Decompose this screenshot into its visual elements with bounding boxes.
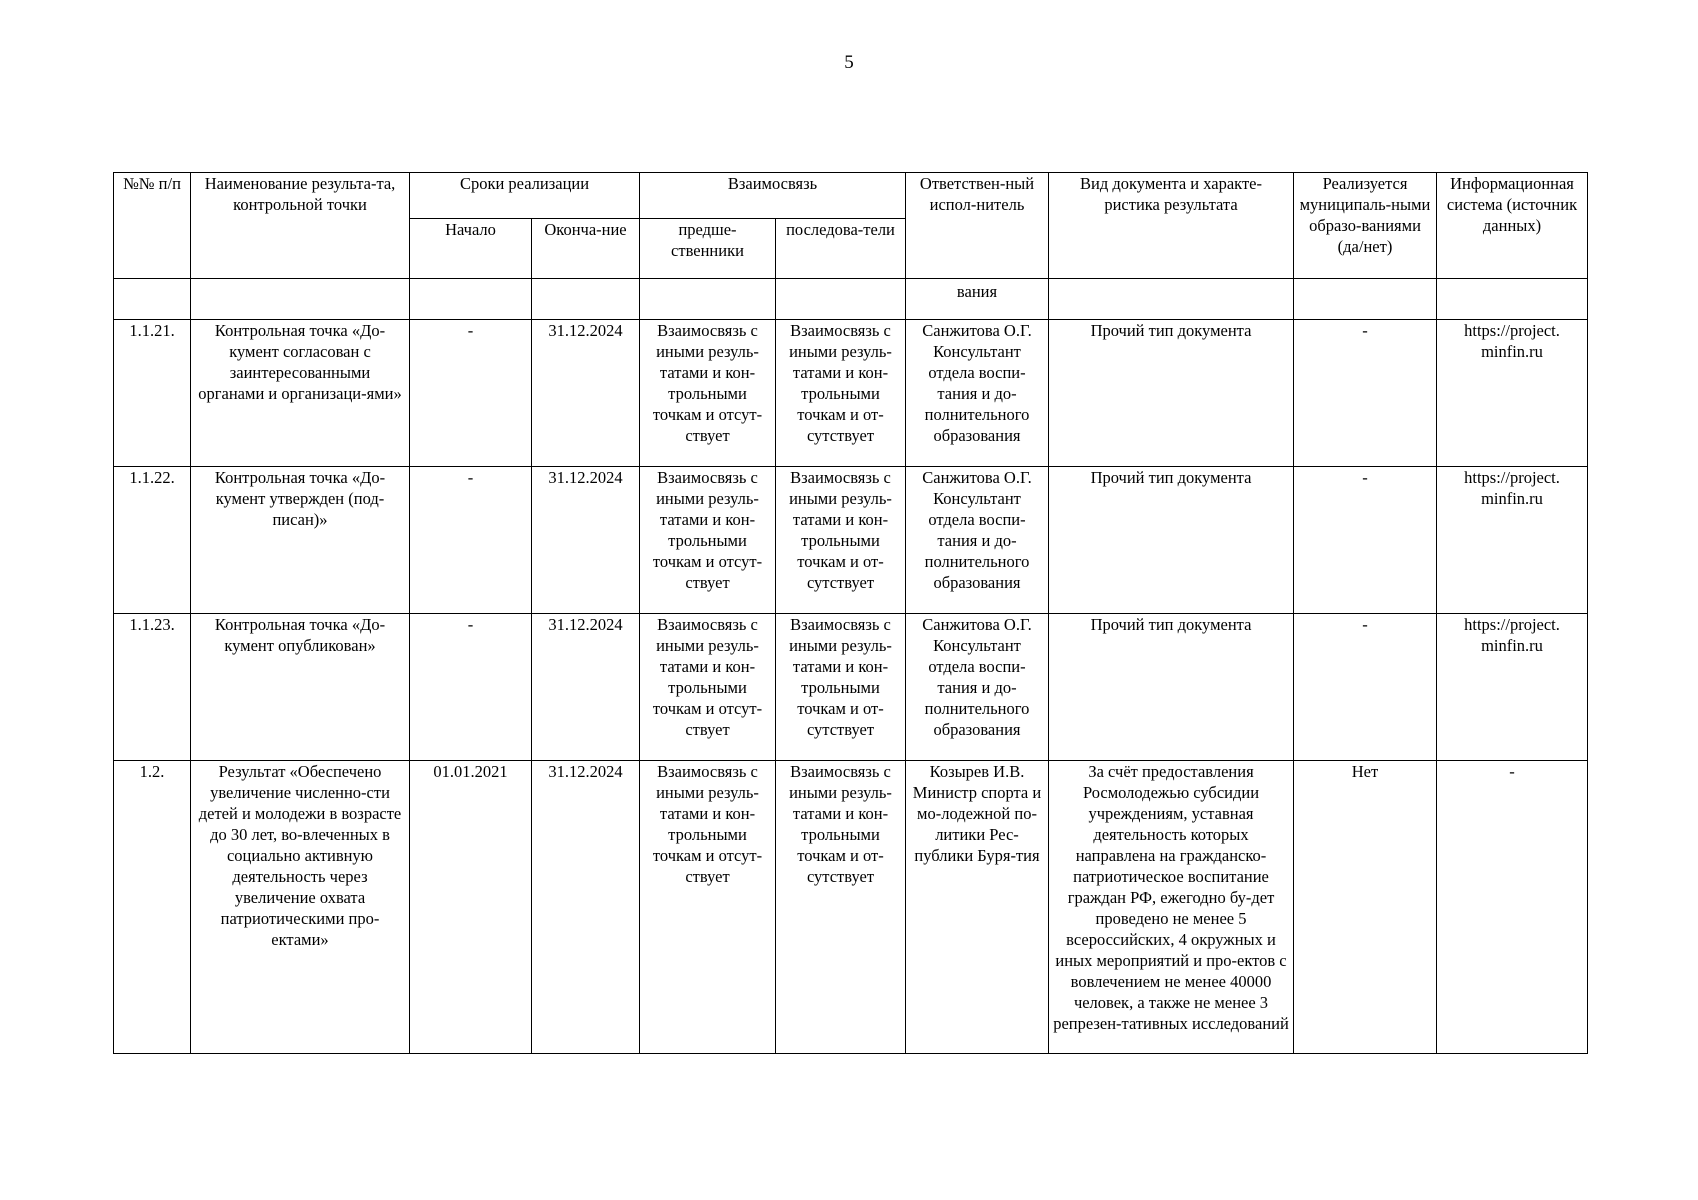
row-end: 31.12.2024 xyxy=(532,761,640,1054)
carry-over-row xyxy=(114,279,1588,320)
row-municipal: - xyxy=(1294,320,1437,467)
row-successors: Взаимосвязь с иными резуль-татами и кон-трольными точкам и от-сутствует xyxy=(776,320,906,467)
table-row xyxy=(114,614,1588,761)
row-responsible: Санжитова О.Г. Консультант отдела воспи-тания и до-полнительного образования xyxy=(906,467,1049,614)
header-responsible: Ответствен-ный испол-нитель xyxy=(906,173,1049,279)
row-document: За счёт предоставления Росмолодежью субсидии учреждениям, уставная деятельность которых направлена на гражданско-патриотическое воспитание граждан РФ, ежегодно бу-дет проведено не менее 5 всероссийских, 4 окружных и иных мероприятий и про-ектов с вовлечением не менее 40000 человек, а также не менее 3 репрезен-тативных исследований xyxy=(1049,761,1294,1054)
row-municipal: - xyxy=(1294,467,1437,614)
header-num: №№ п/п xyxy=(114,173,191,279)
row-num: 1.1.22. xyxy=(114,467,191,614)
row-name: Контрольная точка «До-кумент опубликован» xyxy=(191,614,410,761)
row-num: 1.1.23. xyxy=(114,614,191,761)
row-start: 01.01.2021 xyxy=(410,761,532,1054)
header-document: Вид документа и характе-ристика результата xyxy=(1049,173,1294,279)
row-end: 31.12.2024 xyxy=(532,467,640,614)
row-predecessors: Взаимосвязь с иными резуль-татами и кон-трольными точкам и отсут-ствует xyxy=(640,614,776,761)
row-start: - xyxy=(410,614,532,761)
row-municipal: Нет xyxy=(1294,761,1437,1054)
header-municipal: Реализуется муниципаль-ными образо-ваниями (да/нет) xyxy=(1294,173,1437,279)
row-successors: Взаимосвязь с иными резуль-татами и кон-трольными точкам и от-сутствует xyxy=(776,761,906,1054)
row-successors: Взаимосвязь с иными резуль-татами и кон-трольными точкам и от-сутствует xyxy=(776,614,906,761)
row-responsible: Санжитова О.Г. Консультант отдела воспи-тания и до-полнительного образования xyxy=(906,614,1049,761)
results-table xyxy=(113,172,1588,1054)
row-document: Прочий тип документа xyxy=(1049,320,1294,467)
row-predecessors: Взаимосвязь с иными резуль-татами и кон-трольными точкам и отсут-ствует xyxy=(640,320,776,467)
row-successors: Взаимосвязь с иными резуль-татами и кон-трольными точкам и от-сутствует xyxy=(776,467,906,614)
row-name: Результат «Обеспечено увеличение численно-сти детей и молодежи в возрасте до 30 лет, во-влеченных в социально активную деятельность через увеличение охвата патриотическими про-ектами» xyxy=(191,761,410,1054)
row-info-system: https://project. minfin.ru xyxy=(1437,467,1588,614)
row-name: Контрольная точка «До-кумент согласован с заинтересованными органами и организаци-ями» xyxy=(191,320,410,467)
row-predecessors: Взаимосвязь с иными резуль-татами и кон-трольными точкам и отсут-ствует xyxy=(640,761,776,1054)
row-num: 1.1.21. xyxy=(114,320,191,467)
row-municipal: - xyxy=(1294,614,1437,761)
row-end: 31.12.2024 xyxy=(532,320,640,467)
header-start: Начало xyxy=(410,219,532,279)
row-info-system: https://project. minfin.ru xyxy=(1437,320,1588,467)
table-row xyxy=(114,761,1588,1054)
header-successors: последова-тели xyxy=(776,219,906,279)
header-dates: Сроки реализации xyxy=(410,173,640,219)
row-info-system: https://project. minfin.ru xyxy=(1437,614,1588,761)
row-document: Прочий тип документа xyxy=(1049,467,1294,614)
header-info-system: Информационная система (источник данных) xyxy=(1437,173,1588,279)
row-start: - xyxy=(410,320,532,467)
table-header-row xyxy=(114,173,1588,219)
row-predecessors: Взаимосвязь с иными резуль-татами и кон-трольными точкам и отсут-ствует xyxy=(640,467,776,614)
row-end: 31.12.2024 xyxy=(532,614,640,761)
row-name: Контрольная точка «До-кумент утвержден (под-писан)» xyxy=(191,467,410,614)
row-info-system: - xyxy=(1437,761,1588,1054)
page-number: 5 xyxy=(844,52,854,73)
header-name: Наименование результа-та, контрольной точки xyxy=(191,173,410,279)
row-start: - xyxy=(410,467,532,614)
row-document: Прочий тип документа xyxy=(1049,614,1294,761)
row-num: 1.2. xyxy=(114,761,191,1054)
carry-over-text: вания xyxy=(906,279,1049,320)
row-responsible: Козырев И.В. Министр спорта и мо-лодежной по-литики Рес-публики Буря-тия xyxy=(906,761,1049,1054)
row-responsible: Санжитова О.Г. Консультант отдела воспи-тания и до-полнительного образования xyxy=(906,320,1049,467)
header-end: Оконча-ние xyxy=(532,219,640,279)
table-row xyxy=(114,320,1588,467)
header-predecessors: предше-ственники xyxy=(640,219,776,279)
table-row xyxy=(114,467,1588,614)
header-link: Взаимосвязь xyxy=(640,173,906,219)
